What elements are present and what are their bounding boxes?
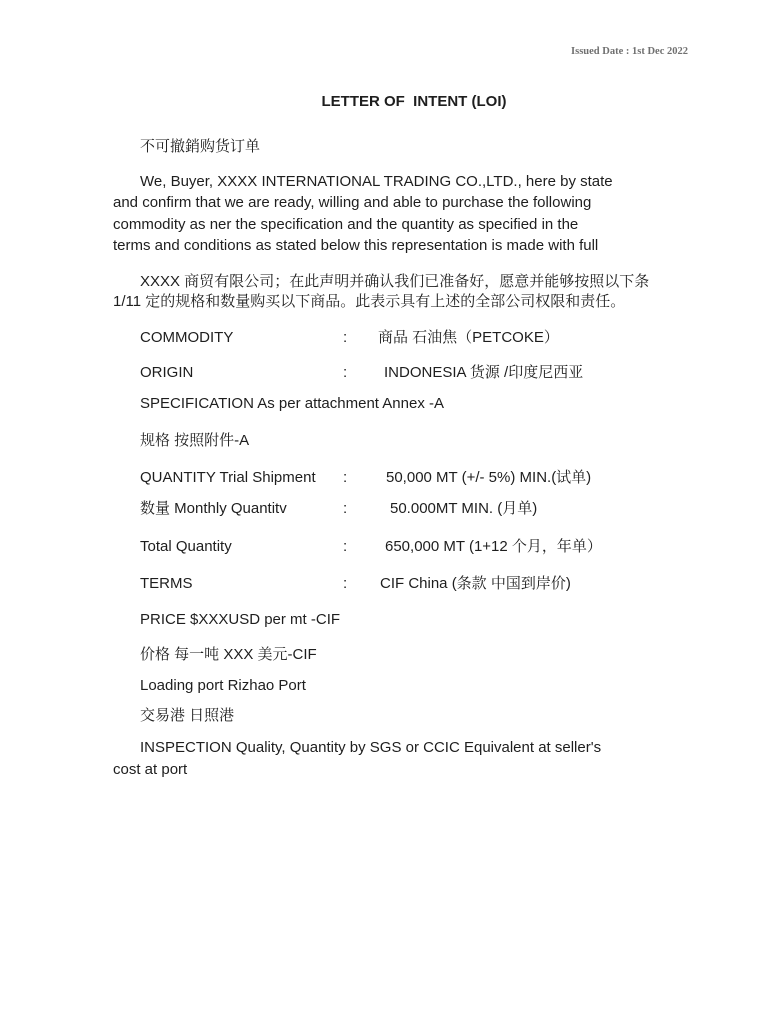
quantity-trial-separator: : [343, 469, 348, 486]
issued-date: Issued Date : 1st Dec 2022 [571, 46, 688, 57]
origin-row [0, 363, 768, 383]
quantity-monthly-value: 50.000MT MIN. (月单) [390, 500, 538, 517]
specification-line: SPECIFICATION As per attachment Annex -A [140, 395, 445, 412]
commodity-separator: : [343, 329, 348, 346]
quantity-monthly-label: 数量 Monthly Quantitv [140, 500, 287, 517]
inspection-line: INSPECTION Quality, Quantity by SGS or CCIC Equivalent at seller's [140, 739, 602, 756]
intro-en-line: terms and conditions as stated below this representation is made with full [113, 237, 599, 254]
quantity-total-row [0, 537, 768, 557]
specification-cn-line: 规格 按照附件-A [140, 432, 250, 449]
quantity-trial-label: QUANTITY Trial Shipment [140, 469, 316, 486]
document-title-cn: 不可撤銷购货订单 [140, 138, 261, 155]
origin-value: INDONESIA 货源 /印度尼西亚 [384, 364, 584, 381]
commodity-label: COMMODITY [140, 329, 234, 346]
origin-separator: : [343, 364, 348, 381]
commodity-value: 商品 石油焦（PETCOKE） [378, 329, 559, 346]
terms-separator: : [343, 575, 348, 592]
loading-port-cn-line: 交易港 日照港 [140, 707, 235, 724]
quantity-total-value: 650,000 MT (1+12 个月，年单） [385, 538, 602, 555]
price-cn-line: 价格 每一吨 XXX 美元-CIF [140, 646, 317, 663]
terms-value: CIF China (条款 中国到岸价) [380, 575, 571, 592]
intro-en-line: We, Buyer, XXXX INTERNATIONAL TRADING CO.,LTD., here by state [140, 173, 613, 190]
intro-cn-line: 1/11 定的规格和数量购买以下商品。此表示具有上述的全部公司权限和责任。 [113, 293, 626, 310]
quantity-monthly-separator: : [343, 500, 348, 517]
intro-en-line: and confirm that we are ready, willing and able to purchase the following [113, 194, 592, 211]
quantity-trial-row [0, 468, 768, 488]
intro-en-line: commodity as ner the specification and the quantity as specified in the [113, 216, 579, 233]
commodity-row [0, 328, 768, 348]
quantity-total-separator: : [343, 538, 348, 555]
inspection-line: cost at port [113, 761, 188, 778]
origin-label: ORIGIN [140, 364, 194, 381]
terms-row [0, 574, 768, 594]
document-title: LETTER OF INTENT (LOI) [321, 93, 507, 110]
intro-cn-line: XXXX 商贸有限公司；在此声明并确认我们已准备好，愿意并能够按照以下条 [140, 273, 650, 290]
quantity-total-label: Total Quantity [140, 538, 232, 555]
quantity-monthly-row [0, 499, 768, 519]
price-line: PRICE $XXXUSD per mt -CIF [140, 611, 341, 628]
loading-port-line: Loading port Rizhao Port [140, 677, 306, 694]
terms-label: TERMS [140, 575, 193, 592]
quantity-trial-value: 50,000 MT (+/- 5%) MIN.(试单) [386, 469, 592, 486]
